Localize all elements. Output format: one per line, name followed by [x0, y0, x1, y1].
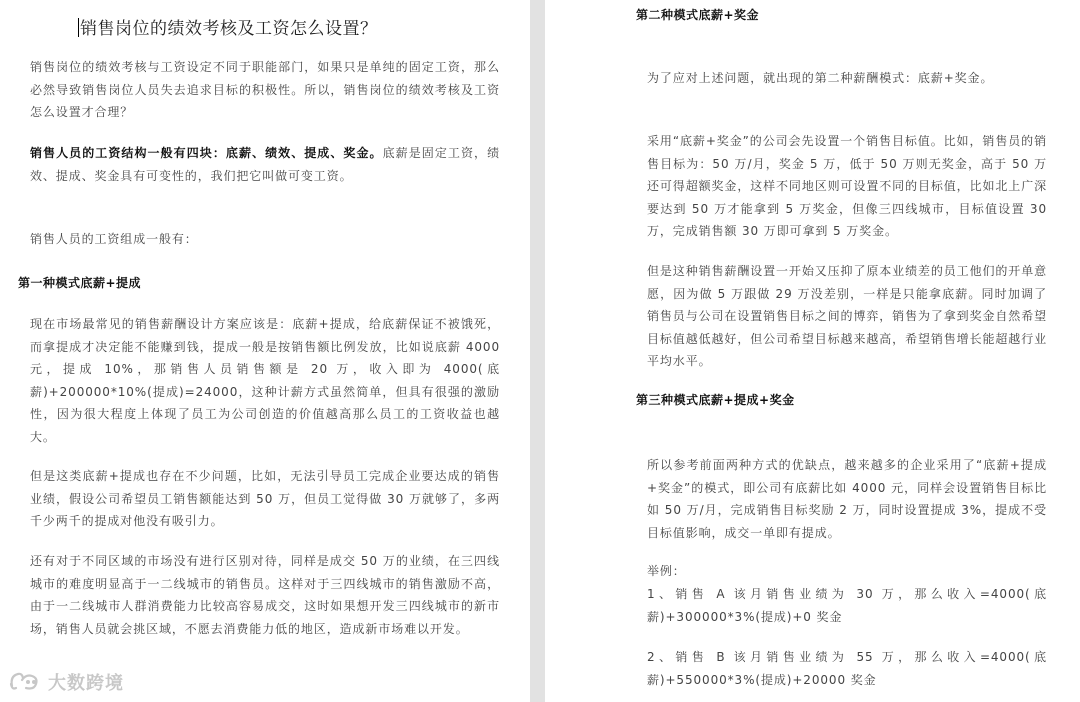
paragraph-mode-two-description: 采用“底薪+奖金”的公司会先设置一个销售目标值。比如，销售员的销售目标为：50 万/月，奖金 5 万，低于 50 万则无奖金，高于 50 万还可得超额奖金，这样不同地区则可设置不同的目标值，比如北上广深要达到 50 万才能拿到 5 万奖金，但像三四线城市，目标值设置 30 万，完成销售额 30 万即可拿到 5 万奖金。 — [647, 134, 1047, 238]
watermark — [6, 668, 124, 696]
document-page-right — [545, 0, 1080, 702]
heading-mode-one: 第一种模式底薪+提成 — [18, 276, 142, 290]
page-title[interactable] — [78, 14, 378, 39]
page-title-text: 销售岗位的绩效考核及工资怎么设置？ — [80, 19, 378, 39]
paragraph-mode-three-description: 所以参考前面两种方式的优缺点，越来越多的企业采用了“底薪+提成+奖金”的模式，即公司有底薪比如 4000 元，同样会设置销售目标比如 50 万/月，完成销售目标奖励 2 万，同时设置提成 3%，提成不受目标值影响，成交一单即有提成。 — [647, 458, 1047, 540]
paragraph-mode-two-problems: 但是这种销售薪酬设置一开始又压抑了原本业绩差的员工他们的开单意愿，因为做 5 万跟做 29 万没差别，一样是只能拿底薪。同时加调了销售员与公司在设置销售目标之间的博弈，销售为了拿到奖金自然希望目标值越低越好，但公司希望目标越来越高，希望销售增长能超越行业平均水平。 — [647, 264, 1047, 368]
text-cursor — [78, 18, 79, 37]
document-page-left — [0, 0, 530, 702]
watermark-logo-icon — [6, 668, 44, 696]
paragraph-salary-structure-bold: 销售人员的工资结构一般有四块：底薪、绩效、提成、奖金。 — [30, 146, 383, 160]
paragraph-salary-structure — [30, 142, 500, 187]
heading-mode-three: 第三种模式底薪+提成+奖金 — [636, 393, 795, 407]
paragraph-example-a: 1、销售 A 该月销售业绩为 30 万，那么收入=4000(底薪)+300000*3%(提成)+0 奖金 — [647, 587, 1047, 624]
paragraph-salary-composition: 销售人员的工资组成一般有： — [30, 232, 198, 246]
paragraph-mode-one-description: 现在市场最常见的销售薪酬设计方案应该是：底薪+提成，给底薪保证不被饿死，而拿提成才决定能不能赚到钱，提成一般是按销售额比例发放，比如说底薪 4000 元，提成 10%，那销售人员销售额是 20 万，收入即为 4000(底薪)+200000*10%(提成)=24000，这种计薪方式虽然简单，但具有很强的激励性，因为很大程度上体现了员工为公司创造的价值越高那么员工的工资收益也越大。 — [30, 317, 500, 444]
heading-mode-two: 第二种模式底薪+奖金 — [636, 8, 760, 22]
paragraph-mode-one-problems: 但是这类底薪+提成也存在不少问题，比如，无法引导员工完成企业要达成的销售业绩，假设公司希望员工销售额能达到 50 万，但员工觉得做 30 万就够了，多两千少两千的提成对他没有吸引力。 — [30, 469, 500, 528]
paragraph-example-label: 举例： — [647, 564, 686, 578]
paragraph-example-b: 2、销售 B 该月销售业绩为 55 万，那么收入=4000(底薪)+550000*3%(提成)+20000 奖金 — [647, 650, 1047, 687]
paragraph-regional-issue: 还有对于不同区域的市场没有进行区别对待，同样是成交 50 万的业绩，在三四线城市的难度明显高于一二线城市的销售员。这样对于三四线城市的销售激励不高，由于一二线城市人群消费能力比较高容易成交，这时如果想开发三四线城市的新市场，销售人员就会挑区域，不愿去消费能力低的地区，造成新市场难以开发。 — [30, 554, 500, 636]
paragraph-mode-two-intro: 为了应对上述问题，就出现的第二种薪酬模式：底薪+奖金。 — [647, 71, 994, 85]
page-gutter — [530, 0, 545, 702]
paragraph-intro: 销售岗位的绩效考核与工资设定不同于职能部门，如果只是单纯的固定工资，那么必然导致销售岗位人员失去追求目标的积极性。所以，销售岗位的绩效考核及工资怎么设置才合理？ — [30, 60, 500, 119]
watermark-text: 大数跨境 — [48, 673, 124, 694]
paragraph-salary-structure-rest: 底薪是固定工资，绩效、提成、奖金具有可变性的，我们把它叫做可变工资。 — [30, 146, 500, 183]
